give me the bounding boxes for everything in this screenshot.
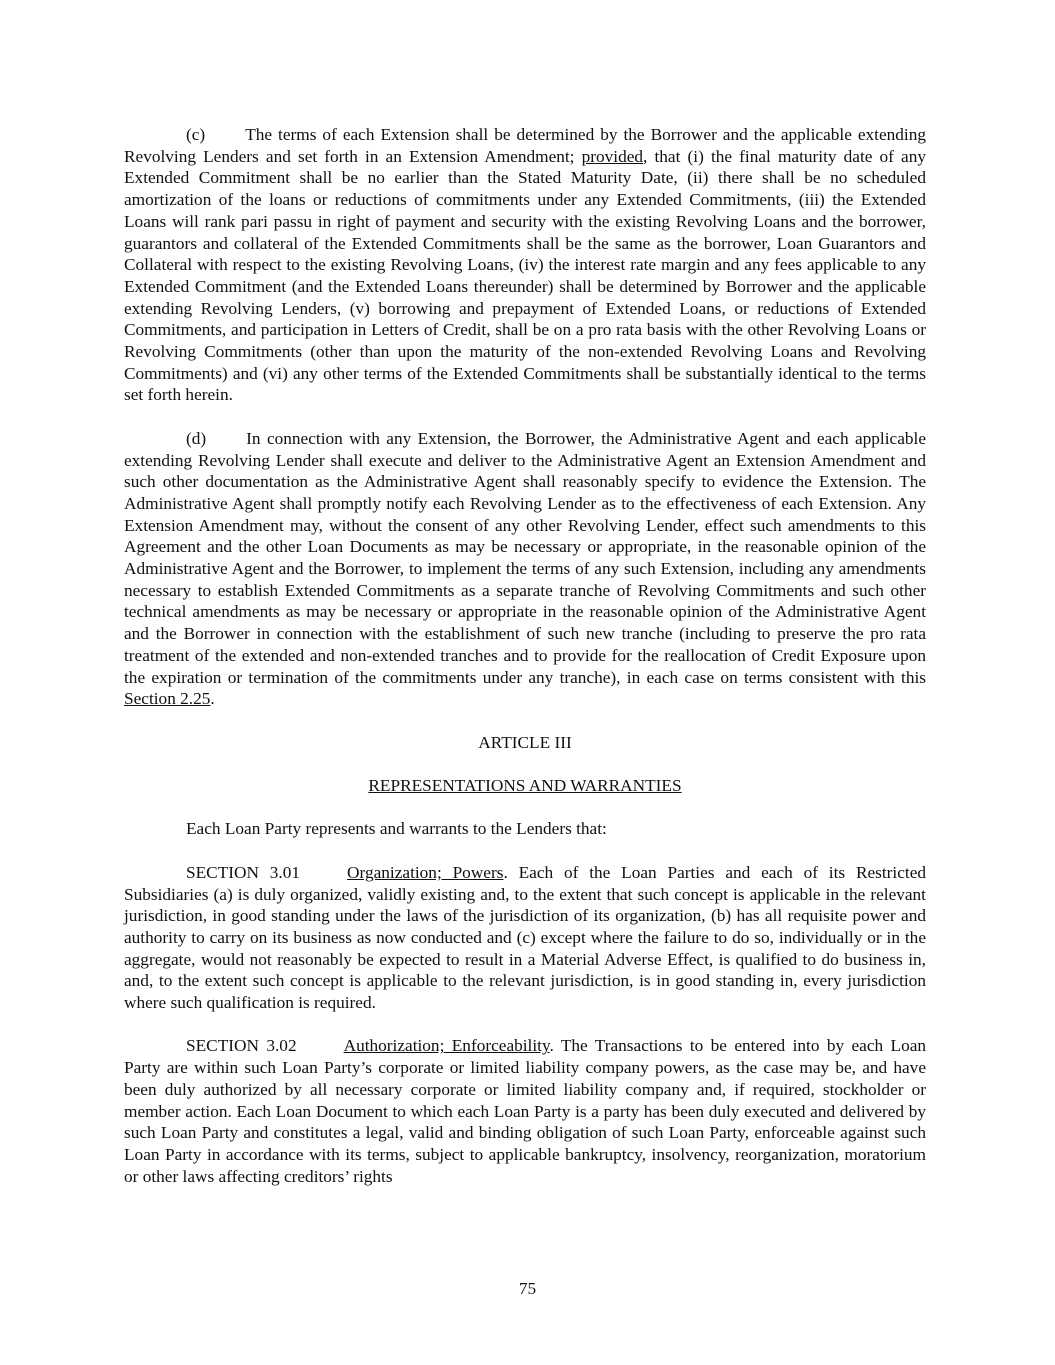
paragraph-d-label: (d) [186, 428, 207, 448]
article-title-text: REPRESENTATIONS AND WARRANTIES [368, 776, 682, 796]
section-3-02-text: . The Transactions to be entered into by each Loan Party are within such Loan Party’s corporate or limited liability company powers, as the case may be, and have been duly authorized by all necessary corporate or limited liability company and, if required, stockholder or member action. Each Loan Document to which each Loan Party is a party has been duly executed and delivered by such Loan Party and constitutes a legal, valid and binding obligation of such Loan Party, enforceable against such Loan Party in accordance with its terms, subject to applicable bankruptcy, insolvency, reorganization, moratorium or other laws affecting creditors’ rights [124, 1036, 927, 1186]
section-reference: Section 2.25 [124, 689, 211, 709]
section-3-02-heading: Authorization; Enforceability [343, 1036, 550, 1056]
article-number: ARTICLE III [478, 732, 572, 752]
section-3-01-label: SECTION 3.01 [186, 862, 301, 882]
article-intro: Each Loan Party represents and warrants to the Lenders that: [186, 819, 607, 839]
page-number: 75 [518, 1279, 537, 1298]
paragraph-c-label: (c) [186, 125, 206, 144]
paragraph-c-underlined-term: provided [581, 146, 644, 166]
section-3-02-label: SECTION 3.02 [186, 1036, 297, 1056]
section-3-01 [124, 862, 926, 1014]
section-3-01-text: . Each of the Loan Parties and each of its Restricted Subsidiaries (a) is duly organized, validly existing and, to the extent that such concept is applicable in the relevant jurisdiction, in good standing under the laws of the jurisdiction of its organization, (b) has all requisite power and authority to carry on its business as now conducted and (c) except where the failure to do so, individually or in the aggregate, would not reasonably be expected to result in a Material Adverse Effect, is qualified to do business in, and, to the extent such concept is applicable to the relevant jurisdiction, is in good standing in, every jurisdiction where such qualification is required. [124, 862, 927, 1013]
paragraph-d [124, 428, 926, 710]
section-3-02 [124, 1035, 926, 1187]
section-3-01-heading: Organization; Powers [347, 862, 504, 882]
paragraph-d-text-end: . [210, 689, 215, 709]
paragraph-c-text: The terms of each Extension shall be determined by the Borrower and the applicable extending Revolving Lenders and set forth in an Extension Amendment; [124, 125, 926, 166]
article-title [124, 775, 926, 797]
paragraph-c-text-continued: , that (i) the final maturity date of any Extended Commitment shall be no earlier than the Stated Maturity Date, (ii) there shall be no scheduled amortization of the loans or reductions of commitments under any Extended Commitments, (iii) the Extended Loans will rank pari passu in right of payment and security with the existing Revolving Loans and the borrower, guarantors and collateral of the Extended Commitments shall be the same as the borrower, Loan Guarantors and Collateral with respect to the existing Revolving Loans, (iv) the interest rate margin and any fees applicable to any Extended Commitment (and the Extended Loans thereunder) shall be determined by Borrower and the applicable extending Revolving Lenders, (v) borrowing and prepayment of Extended Loans, or reductions of Extended Commitments, and participation in Letters of Credit, shall be on a pro rata basis with the other Revolving Loans or Revolving Commitments (other than upon the maturity of the non-extended Revolving Loans and Revolving Commitments) and (vi) any other terms of the Extended Commitments shall be substantially identical to the terms set forth herein. [124, 146, 926, 405]
paragraph-d-text: In connection with any Extension, the Borrower, the Administrative Agent and each applicable extending Revolving Lender shall execute and deliver to the Administrative Agent an Extension Amendment and such other documentation as the Administrative Agent shall reasonably specify to evidence the Extension. The Administrative Agent shall promptly notify each Revolving Lender as to the effectiveness of each Extension. Any Extension Amendment may, without the consent of any other Revolving Lender, effect such amendments to this Agreement and the other Loan Documents as may be necessary or appropriate, in the reasonable opinion of the Administrative Agent and the Borrower, to implement the terms of any such Extension, including any amendments necessary to establish Extended Commitments as a separate tranche of Revolving Commitments and such other technical amendments as may be necessary or appropriate in the reasonable opinion of the Administrative Agent and the Borrower in connection with the establishment of such new tranche (including to preserve the pro rata treatment of the extended and non-extended tranches and to provide for the reallocation of Credit Exposure upon the expiration or termination of the commitments under any tranche), in each case on terms consistent with this [124, 428, 926, 687]
document-page [124, 124, 926, 1209]
paragraph-c [124, 124, 926, 406]
